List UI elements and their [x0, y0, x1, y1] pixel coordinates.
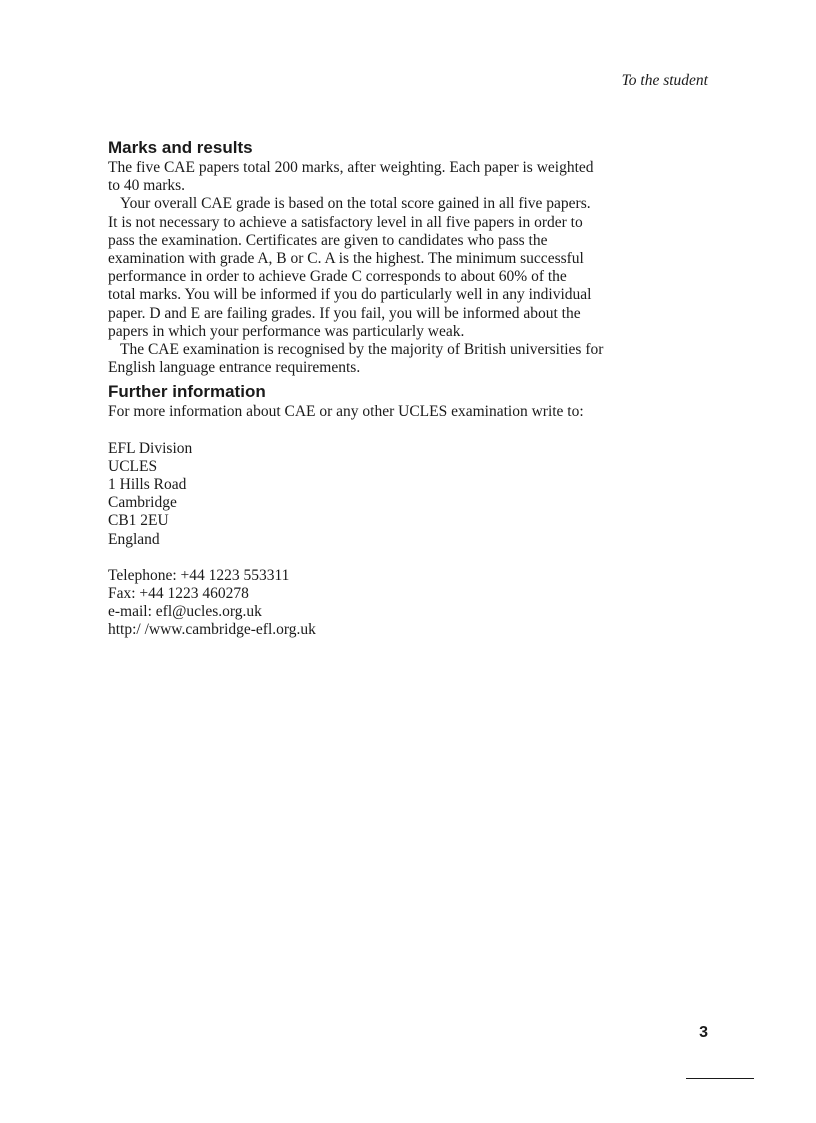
address-line: CB1 2EU — [108, 512, 169, 530]
text-line: total marks. You will be informed if you do particularly well in any individual — [108, 286, 592, 304]
marks-paragraph-2 — [108, 195, 628, 341]
text-line: English language entrance requirements. — [108, 359, 361, 377]
address-line: UCLES — [108, 457, 158, 475]
running-head: To the student — [621, 72, 708, 89]
further-information-intro: For more information about CAE or any other UCLES examination write to: — [108, 403, 584, 421]
contact-block — [108, 567, 628, 640]
bottom-rule — [686, 1078, 754, 1079]
text-line: Your overall CAE grade is based on the total score gained in all five papers. — [120, 195, 591, 213]
further-information-heading: Further information — [108, 382, 266, 402]
marks-paragraph-1 — [108, 159, 628, 195]
marks-and-results-section — [108, 137, 628, 377]
address-line: Cambridge — [108, 494, 177, 512]
text-line: pass the examination. Certificates are given to candidates who pass the — [108, 231, 548, 249]
page-content — [108, 137, 628, 640]
address-line: England — [108, 530, 160, 548]
address-line: EFL Division — [108, 439, 193, 457]
text-line: papers in which your performance was particularly weak. — [108, 322, 465, 340]
telephone-line: Telephone: +44 1223 553311 — [108, 566, 290, 584]
text-line: The five CAE papers total 200 marks, after weighting. Each paper is weighted — [108, 159, 594, 176]
address-line: 1 Hills Road — [108, 476, 187, 494]
marks-and-results-heading: Marks and results — [108, 138, 253, 157]
further-information-section — [108, 381, 628, 639]
email-line: e-mail: efl@ucles.org.uk — [108, 603, 262, 621]
text-line: The CAE examination is recognised by the majority of British universities for — [120, 341, 604, 359]
text-line: It is not necessary to achieve a satisfactory level in all five papers in order to — [108, 213, 583, 231]
address-block — [108, 440, 628, 549]
page-number: 3 — [699, 1024, 708, 1041]
text-line: examination with grade A, B or C. A is the highest. The minimum successful — [108, 250, 584, 268]
text-line: performance in order to achieve Grade C corresponds to about 60% of the — [108, 268, 567, 286]
marks-paragraph-3 — [108, 341, 628, 377]
fax-line: Fax: +44 1223 460278 — [108, 585, 249, 603]
text-line: paper. D and E are failing grades. If you fail, you will be informed about the — [108, 304, 581, 322]
website-line: http:/ /www.cambridge-efl.org.uk — [108, 621, 316, 639]
text-line: to 40 marks. — [108, 177, 186, 195]
